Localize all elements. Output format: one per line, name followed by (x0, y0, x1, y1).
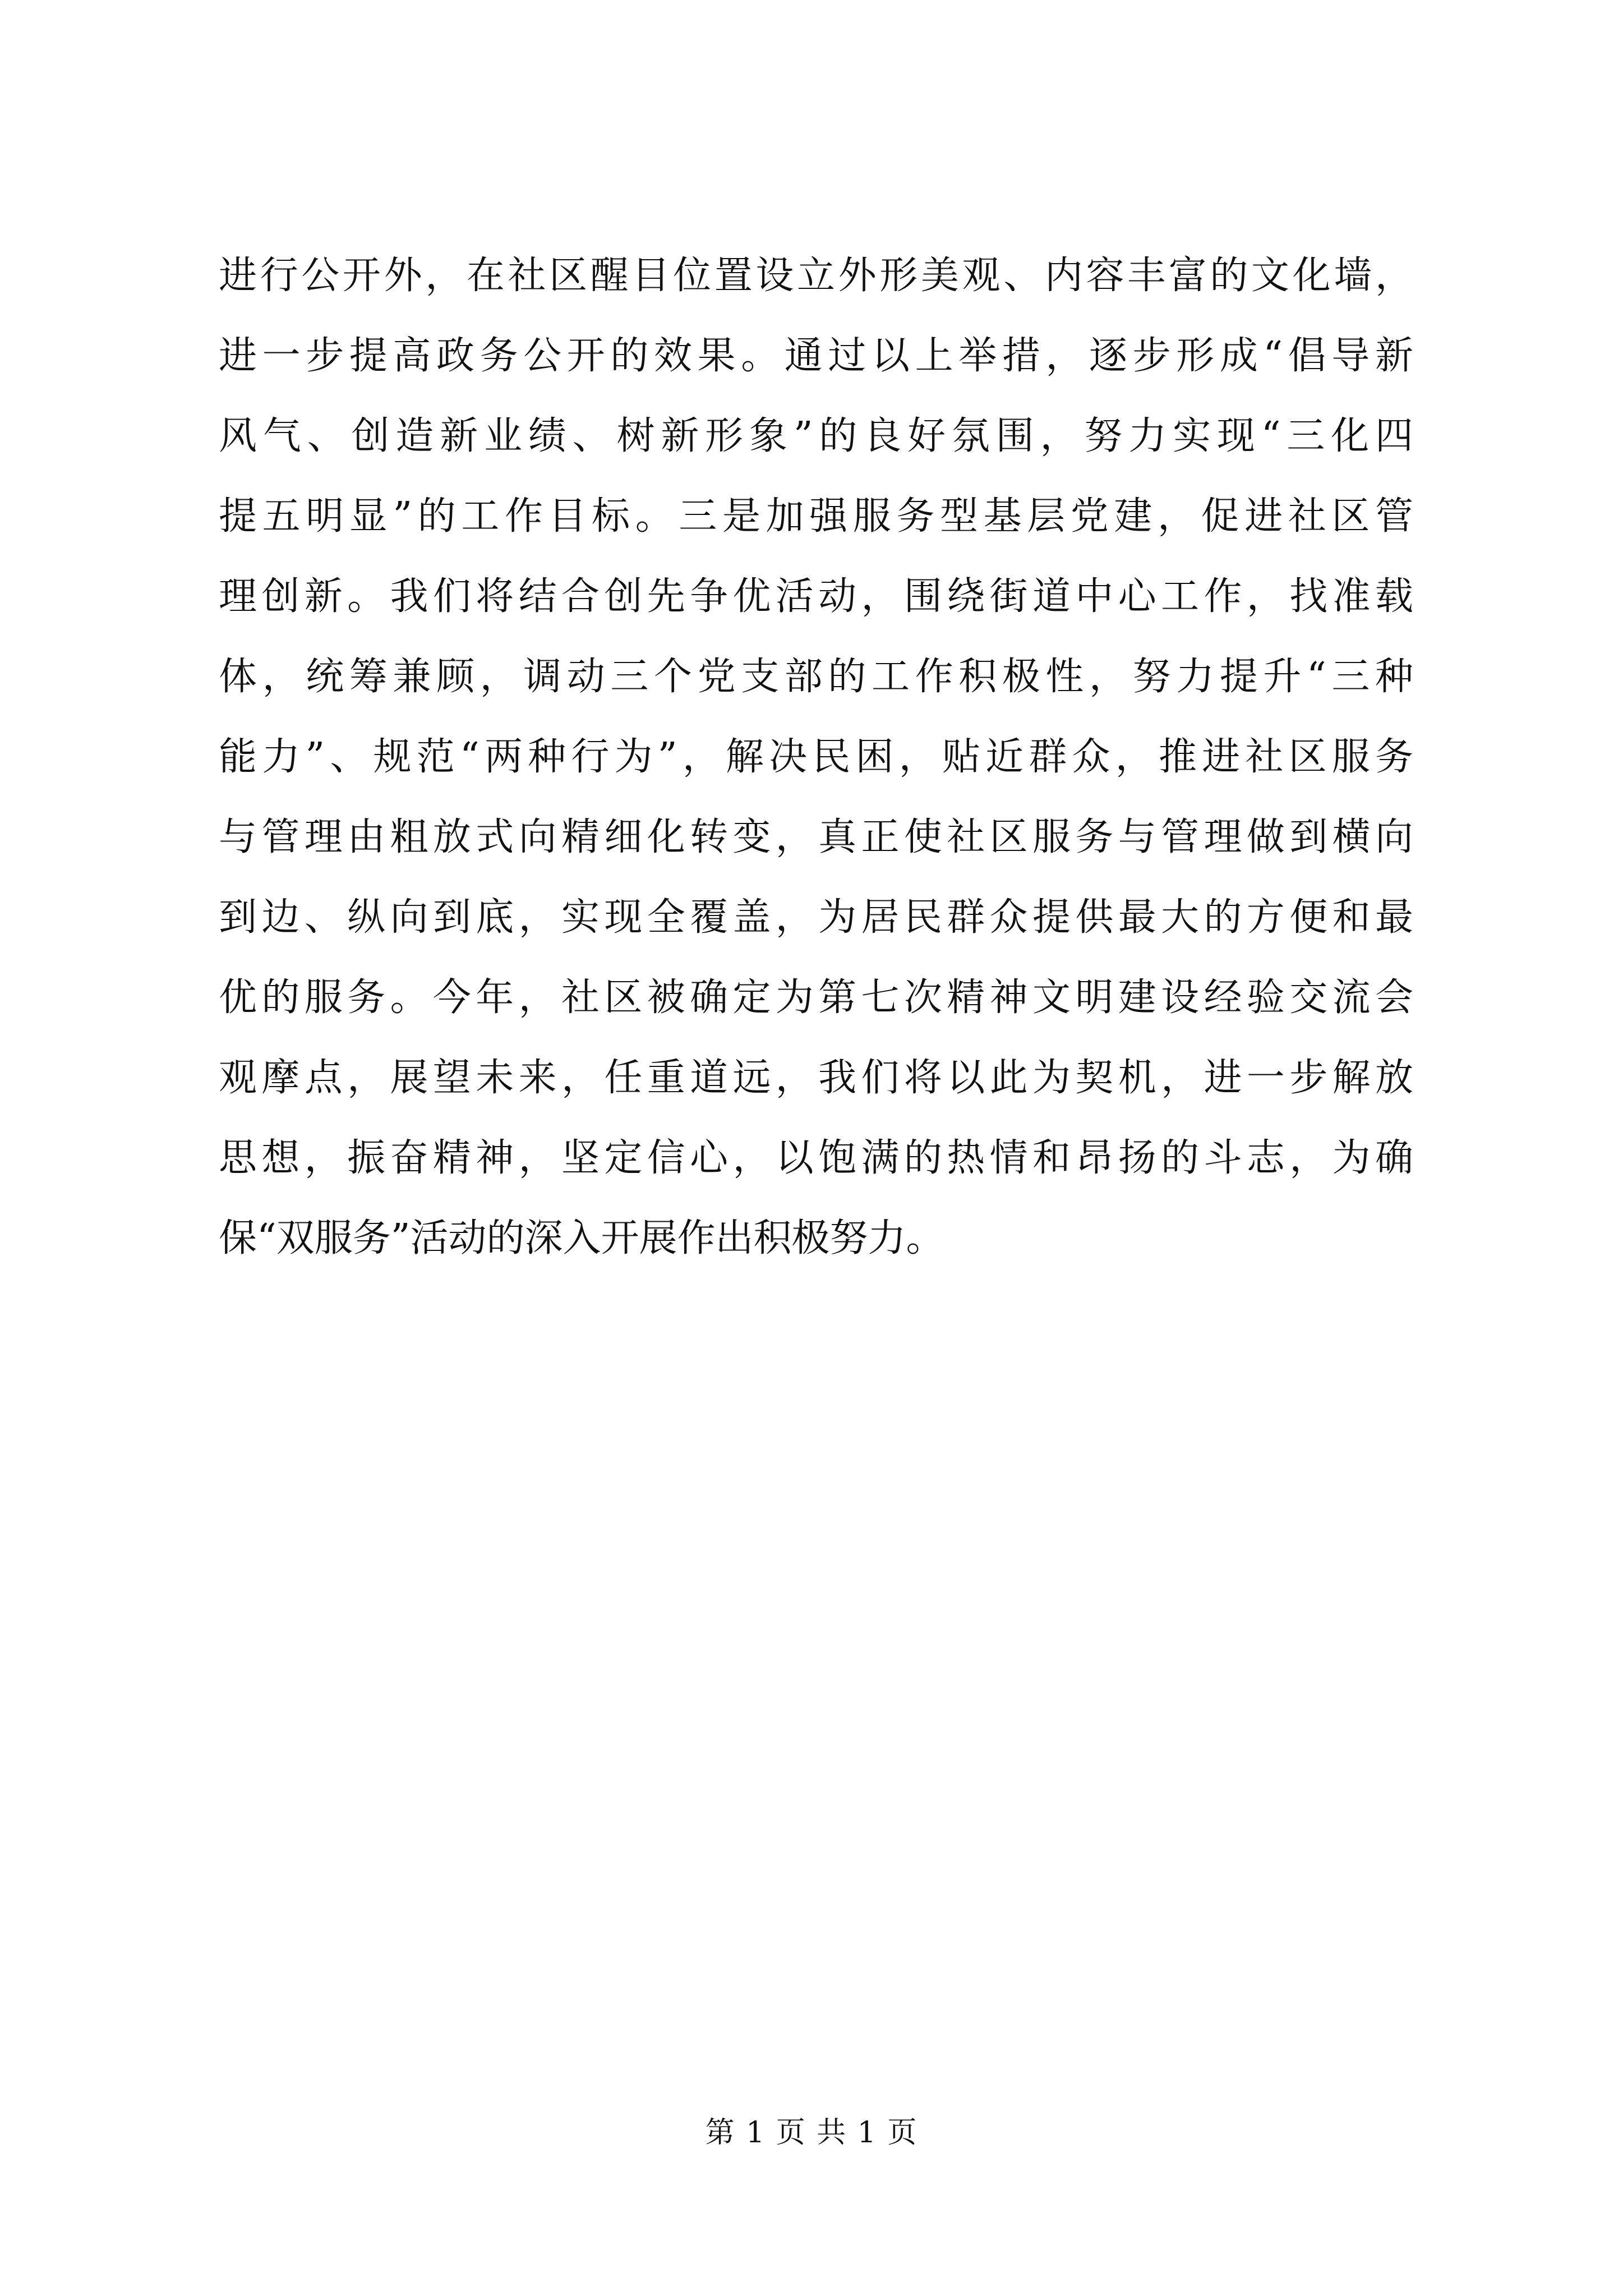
page-number-label: 第 1 页 共 1 页 (705, 2116, 918, 2150)
paragraph-line: 保“双服务”活动的深入开展作出积极努力。 (219, 1216, 944, 1260)
paragraph-line: 优的服务。今年，社区被确定为第七次精神文明建设经验交流会 (219, 976, 1413, 1020)
paragraph-line: 观摩点，展望未来，任重道远，我们将以此为契机，进一步解放 (219, 1056, 1413, 1100)
paragraph-line: 到边、纵向到底，实现全覆盖，为居民群众提供最大的方便和最 (219, 895, 1413, 940)
page-footer (0, 2110, 1623, 2155)
paragraph-line: 进行公开外，在社区醒目位置设立外形美观、内容丰富的文化墙， (219, 254, 1413, 298)
paragraph-line: 风气、创造新业绩、树新形象”的良好氛围，努力实现“三化四 (219, 414, 1413, 458)
paragraph-line: 提五明显”的工作目标。三是加强服务型基层党建，促进社区管 (219, 494, 1413, 539)
paragraph-line: 进一步提高政务公开的效果。通过以上举措，逐步形成“倡导新 (219, 334, 1413, 378)
body-paragraph (219, 236, 1413, 1278)
paragraph-line: 体，统筹兼顾，调动三个党支部的工作积极性，努力提升“三种 (219, 655, 1413, 699)
paragraph-line: 思想，振奋精神，坚定信心，以饱满的热情和昂扬的斗志，为确 (219, 1136, 1413, 1180)
paragraph-line: 理创新。我们将结合创先争优活动，围绕街道中心工作，找准载 (219, 574, 1413, 619)
paragraph-line: 与管理由粗放式向精细化转变，真正使社区服务与管理做到横向 (219, 815, 1413, 859)
paragraph-line: 能力”、规范“两种行为”，解决民困，贴近群众，推进社区服务 (219, 735, 1413, 779)
